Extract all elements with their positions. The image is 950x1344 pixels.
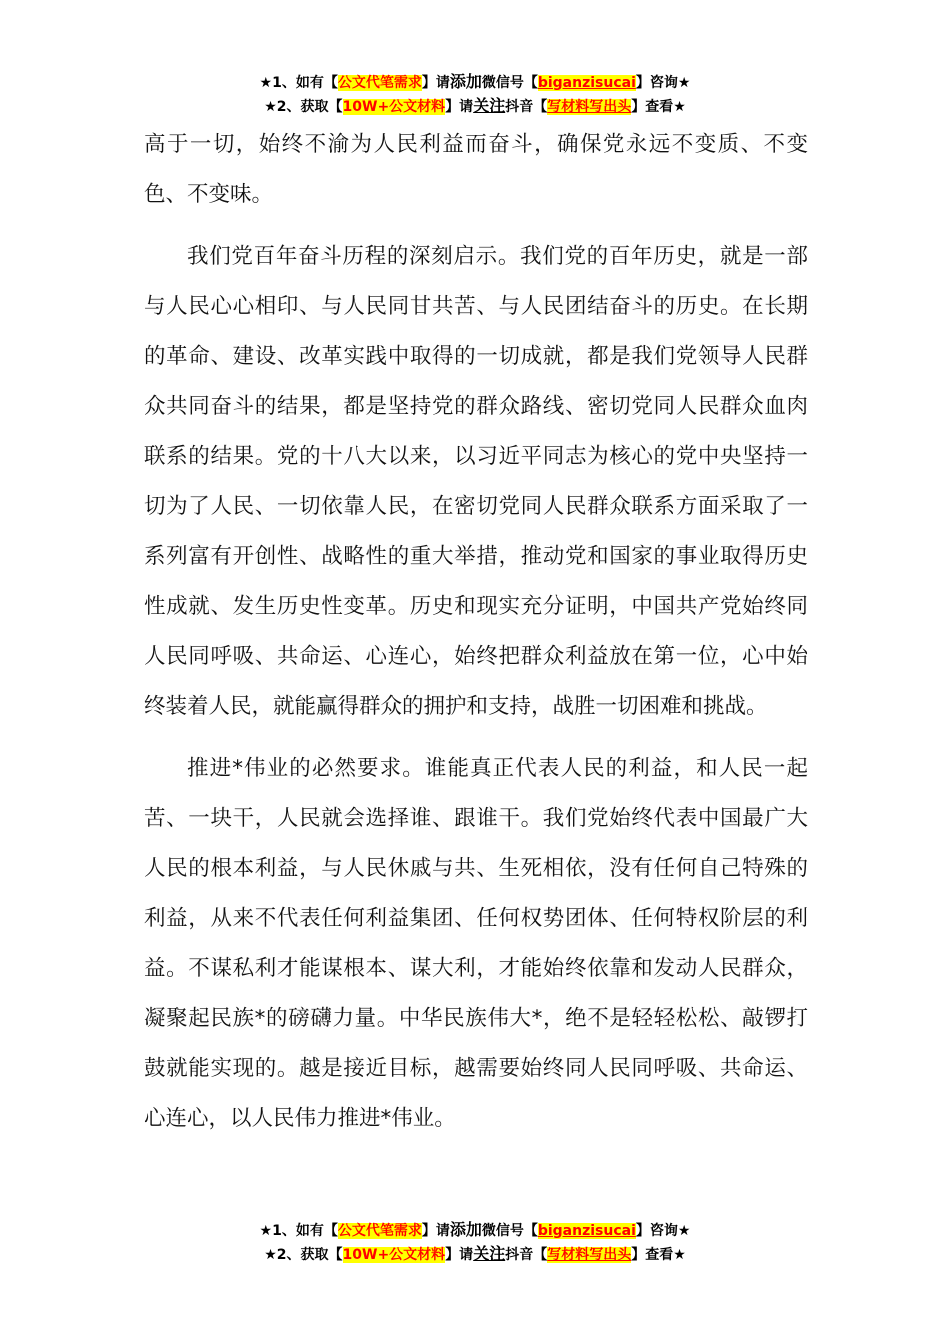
banner-text: 2、获取【 [276, 99, 343, 115]
paragraph-1: 高于一切，始终不渝为人民利益而奋斗，确保党永远不变质、不变色、不变味。 [144, 132, 808, 207]
wechat-id-link[interactable]: biganzisucai [537, 1223, 636, 1239]
emphasis-text: 添加 [449, 72, 482, 91]
star-icon: ★ [264, 99, 277, 115]
emphasis-text: 添加 [449, 1220, 482, 1239]
banner-text: 】请 [421, 1223, 450, 1239]
banner-text: 】查看 [631, 1247, 674, 1263]
banner-line-1 [0, 70, 950, 94]
paragraph-2: 我们党百年奋斗历程的深刻启示。我们党的百年历史，就是一部与人民心心相印、与人民同甘共苦、与人民团结奋斗的历史。在长期的革命、建设、改革实践中取得的一切成就，都是我们党领导人民群众共同奋斗的结果，都是坚持党的群众路线、密切党同人民群众血肉联系的结果。党的十八大以来，以习近平同志为核心的党中央坚持一切为了人民、一切依靠人民，在密切党同人民群众联系方面采取了一系列富有开创性、战略性的重大举措，推动党和国家的事业取得历史性成就、发生历史性变革。历史和现实充分证明，中国共产党始终同人民同呼吸、共命运、心连心，始终把群众利益放在第一位，心中始终装着人民，就能赢得群众的拥护和支持，战胜一切困难和挑战。 [144, 244, 808, 719]
highlight-materials: 10W+公文材料 [342, 99, 446, 115]
banner-text: 】咨询 [635, 1223, 678, 1239]
highlight-materials: 10W+公文材料 [342, 1247, 446, 1263]
highlight-service: 公文代笔需求 [337, 1223, 422, 1239]
banner-text: 】查看 [631, 99, 674, 115]
footer-banner [0, 1218, 950, 1266]
star-icon: ★ [259, 1223, 273, 1239]
banner-text: 抖音【 [505, 1247, 548, 1263]
banner-text: 】请 [421, 75, 450, 91]
header-banner [0, 70, 950, 118]
emphasis-text: 关注 [473, 1244, 506, 1263]
douyin-account-link[interactable]: 写材料写出头 [547, 1247, 632, 1263]
banner-text: 2、获取【 [276, 1247, 343, 1263]
star-icon: ★ [673, 99, 686, 115]
douyin-account-link[interactable]: 写材料写出头 [547, 99, 632, 115]
star-icon: ★ [264, 1247, 277, 1263]
banner-text: 】咨询 [635, 75, 678, 91]
star-icon: ★ [259, 75, 273, 91]
banner-text: 1、如有【 [272, 75, 338, 91]
banner-text: 抖音【 [505, 99, 548, 115]
star-icon: ★ [677, 1223, 691, 1239]
banner-line-1 [0, 1218, 950, 1242]
banner-line-2 [0, 94, 950, 118]
star-icon: ★ [677, 75, 691, 91]
banner-text: 微信号【 [481, 75, 538, 91]
emphasis-text: 关注 [473, 96, 506, 115]
banner-text: 】请 [445, 1247, 474, 1263]
banner-text: 微信号【 [481, 1223, 538, 1239]
highlight-service: 公文代笔需求 [337, 75, 422, 91]
banner-text: 】请 [445, 99, 474, 115]
document-body [144, 120, 808, 1144]
paragraph-3: 推进*伟业的必然要求。谁能真正代表人民的利益，和人民一起苦、一块干，人民就会选择谁、跟谁干。我们党始终代表中国最广大人民的根本利益，与人民休戚与共、生死相依，没有任何自己特殊的利益，从来不代表任何利益集团、任何权势团体、任何特权阶层的利益。不谋私利才能谋根本、谋大利，才能始终依靠和发动人民群众，凝聚起民族*的磅礴力量。中华民族伟大*，绝不是轻轻松松、敲锣打鼓就能实现的。越是接近目标，越需要始终同人民同呼吸、共命运、心连心，以人民伟力推进*伟业。 [144, 756, 808, 1131]
banner-text: 1、如有【 [272, 1223, 338, 1239]
wechat-id-link[interactable]: biganzisucai [537, 75, 636, 91]
banner-line-2 [0, 1242, 950, 1266]
star-icon: ★ [673, 1247, 686, 1263]
